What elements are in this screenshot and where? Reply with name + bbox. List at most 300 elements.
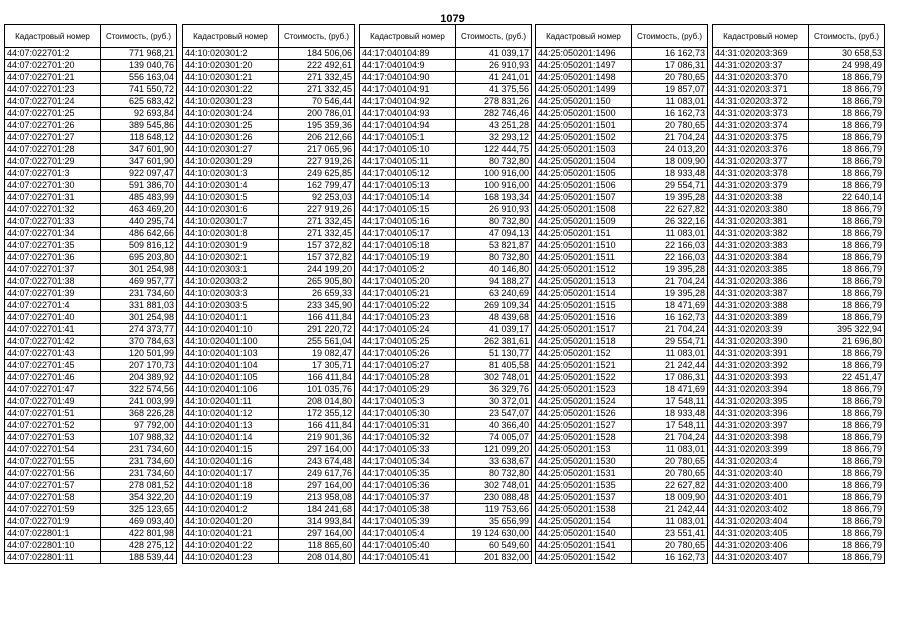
table-row [183,432,355,444]
cost-cell: 168 193,34 [456,192,532,204]
table-row [713,408,885,420]
header-row [183,25,355,48]
cost-cell: 262 381,61 [456,336,532,348]
cadastral-number-cell: 44:10:020401:1 [183,312,279,324]
cost-cell: 195 359,36 [279,120,355,132]
cost-cell: 469 957,77 [101,276,177,288]
table-row [536,228,708,240]
cadastral-number-cell: 44:25:050201:1523 [536,384,632,396]
table-row [713,192,885,204]
cadastral-number-cell: 44:10:020401:23 [183,552,279,564]
cost-cell: 422 801,98 [101,528,177,540]
cost-cell: 22 166,03 [632,252,708,264]
table-row [183,480,355,492]
cadastral-number-cell: 44:25:050201:153 [536,444,632,456]
table-row [536,216,708,228]
cadastral-number-cell: 44:31:020203:369 [713,48,809,60]
cost-cell: 26 659,33 [279,288,355,300]
cost-cell: 11 083,01 [632,516,708,528]
cadastral-number-cell: 44:07:022701:21 [5,72,101,84]
cadastral-number-cell: 44:25:050201:1517 [536,324,632,336]
table-row [183,156,355,168]
cost-cell: 16 162,73 [632,552,708,564]
cost-cell: 47 094,13 [456,228,532,240]
cadastral-number-cell: 44:10:020301:9 [183,240,279,252]
cadastral-number-cell: 44:10:020301:5 [183,192,279,204]
header-value: Стоимость, (руб.) [456,25,532,48]
cadastral-number-cell: 44:10:020401:11 [183,396,279,408]
table-row [5,384,177,396]
cadastral-number-cell: 44:31:020203:4 [713,456,809,468]
table-row [183,336,355,348]
cost-cell: 157 372,82 [279,240,355,252]
cadastral-number-cell: 44:17:040105:10 [360,144,456,156]
cost-cell: 19 124 630,00 [456,528,532,540]
table-row [536,324,708,336]
table-row [536,420,708,432]
cost-cell: 29 554,71 [632,180,708,192]
cadastral-number-cell: 44:07:022701:59 [5,504,101,516]
cost-cell: 188 539,44 [101,552,177,564]
cadastral-number-cell: 44:07:022701:29 [5,156,101,168]
cost-cell: 18 866,79 [809,312,885,324]
table-row [713,348,885,360]
cost-cell: 30 658,53 [809,48,885,60]
cadastral-number-cell: 44:07:022701:3 [5,168,101,180]
cadastral-number-cell: 44:07:022701:51 [5,408,101,420]
cost-cell: 18 866,79 [809,468,885,480]
cadastral-number-cell: 44:17:040105:17 [360,228,456,240]
cost-cell: 21 242,44 [632,504,708,516]
table-row [536,84,708,96]
table-row [360,204,532,216]
cadastral-number-cell: 44:07:022701:9 [5,516,101,528]
cost-cell: 18 866,79 [809,228,885,240]
cost-cell: 18 009,90 [632,492,708,504]
cadastral-number-cell: 44:31:020203:370 [713,72,809,84]
cost-cell: 244 199,20 [279,264,355,276]
table-row [5,540,177,552]
cost-cell: 18 866,79 [809,540,885,552]
cost-cell: 101 035,76 [279,384,355,396]
cost-cell: 81 405,58 [456,360,532,372]
cadastral-number-cell: 44:17:040105:31 [360,420,456,432]
cadastral-number-cell: 44:17:040105:26 [360,348,456,360]
cost-cell: 18 866,79 [809,96,885,108]
cost-cell: 18 866,79 [809,552,885,564]
cost-cell: 354 322,20 [101,492,177,504]
cadastral-number-cell: 44:17:040105:36 [360,480,456,492]
cadastral-number-cell: 44:31:020203:377 [713,156,809,168]
table-row [183,96,355,108]
cadastral-number-cell: 44:07:022701:42 [5,336,101,348]
table-row [360,72,532,84]
table-row [183,252,355,264]
cadastral-number-cell: 44:07:022701:31 [5,192,101,204]
table-row [536,372,708,384]
table-row [183,72,355,84]
cadastral-number-cell: 44:31:020203:386 [713,276,809,288]
cost-cell: 18 866,79 [809,504,885,516]
cost-cell: 184 506,06 [279,48,355,60]
cost-cell: 21 242,44 [632,360,708,372]
table-row [713,240,885,252]
table-row [183,396,355,408]
cadastral-number-cell: 44:07:022701:38 [5,276,101,288]
cost-cell: 17 548,11 [632,396,708,408]
cadastral-number-cell: 44:10:020401:12 [183,408,279,420]
cost-cell: 18 866,79 [809,348,885,360]
cost-cell: 301 254,98 [101,312,177,324]
header-row [360,25,532,48]
cost-cell: 40 146,80 [456,264,532,276]
cost-cell: 204 389,92 [101,372,177,384]
cadastral-number-cell: 44:31:020203:37 [713,60,809,72]
table-row [360,468,532,480]
table-row [713,168,885,180]
cost-cell: 18 866,79 [809,432,885,444]
table-row [536,312,708,324]
cost-cell: 21 704,24 [632,276,708,288]
table-row [5,48,177,60]
table-row [5,252,177,264]
cost-cell: 41 375,56 [456,84,532,96]
cost-cell: 33 638,67 [456,456,532,468]
table-row [5,468,177,480]
table-row [360,540,532,552]
cost-cell: 17 548,11 [632,420,708,432]
cost-cell: 21 704,24 [632,324,708,336]
cost-cell: 20 780,65 [632,72,708,84]
cadastral-number-cell: 44:10:020401:19 [183,492,279,504]
table-row [5,516,177,528]
cadastral-number-cell: 44:25:050201:1522 [536,372,632,384]
table-row [713,384,885,396]
cost-cell: 463 469,20 [101,204,177,216]
cadastral-number-cell: 44:31:020203:384 [713,252,809,264]
cost-cell: 43 251,28 [456,120,532,132]
table-row [536,240,708,252]
cadastral-number-cell: 44:31:020203:381 [713,216,809,228]
cadastral-number-cell: 44:07:022701:30 [5,180,101,192]
header-row [713,25,885,48]
table-row [360,492,532,504]
table-row [713,504,885,516]
table-row [713,120,885,132]
cost-cell: 19 082,47 [279,348,355,360]
cost-cell: 22 627,82 [632,480,708,492]
table-row [536,288,708,300]
table-row [183,108,355,120]
cadastral-number-cell: 44:25:050201:1531 [536,468,632,480]
cadastral-number-cell: 44:17:040105:27 [360,360,456,372]
table-row [360,324,532,336]
table-row [360,336,532,348]
table-row [5,156,177,168]
cadastral-number-cell: 44:25:050201:1528 [536,432,632,444]
cost-cell: 166 411,84 [279,372,355,384]
table-row [5,492,177,504]
cadastral-number-cell: 44:31:020203:394 [713,384,809,396]
cadastral-number-cell: 44:31:020203:387 [713,288,809,300]
table-row [5,456,177,468]
cost-cell: 18 866,79 [809,480,885,492]
cost-cell: 118 648,12 [101,132,177,144]
cadastral-number-cell: 44:07:022701:28 [5,144,101,156]
cadastral-number-cell: 44:25:050201:1524 [536,396,632,408]
cost-cell: 18 866,79 [809,516,885,528]
cost-cell: 32 293,12 [456,132,532,144]
cost-cell: 18 866,79 [809,444,885,456]
cadastral-number-cell: 44:10:020301:4 [183,180,279,192]
cost-cell: 485 483,99 [101,192,177,204]
cadastral-number-cell: 44:31:020203:372 [713,96,809,108]
table-row [360,216,532,228]
cost-cell: 26 322,16 [632,216,708,228]
cost-cell: 282 746,46 [456,108,532,120]
cost-cell: 19 395,28 [632,288,708,300]
cost-cell: 16 162,73 [632,48,708,60]
cost-cell: 331 881,03 [101,300,177,312]
table-row [713,72,885,84]
cadastral-number-cell: 44:07:022701:45 [5,360,101,372]
cadastral-number-cell: 44:31:020203:375 [713,132,809,144]
table-row [536,132,708,144]
cadastral-number-cell: 44:31:020203:397 [713,420,809,432]
cadastral-number-cell: 44:07:022801:11 [5,552,101,564]
cost-cell: 18 866,79 [809,288,885,300]
cost-cell: 325 123,65 [101,504,177,516]
cadastral-number-cell: 44:07:022701:26 [5,120,101,132]
cadastral-number-cell: 44:17:040105:41 [360,552,456,564]
cost-cell: 347 601,90 [101,144,177,156]
cost-cell: 241 003,99 [101,396,177,408]
table-row [183,492,355,504]
table-row [360,408,532,420]
cadastral-number-cell: 44:31:020203:38 [713,192,809,204]
cost-cell: 591 386,70 [101,180,177,192]
table-row [183,132,355,144]
table-row [183,348,355,360]
cost-cell: 271 332,45 [279,216,355,228]
table-row [183,420,355,432]
table-row [536,168,708,180]
cost-cell: 271 332,45 [279,228,355,240]
cost-cell: 741 550,72 [101,84,177,96]
table-row [360,288,532,300]
table-row [183,552,355,564]
cost-cell: 297 164,00 [279,528,355,540]
cost-cell: 18 866,79 [809,456,885,468]
cost-cell: 274 373,77 [101,324,177,336]
cost-cell: 18 471,69 [632,300,708,312]
cadastral-number-cell: 44:17:040105:22 [360,300,456,312]
cadastral-number-cell: 44:10:020401:14 [183,432,279,444]
cost-cell: 53 821,87 [456,240,532,252]
table-row [360,384,532,396]
cost-cell: 100 916,00 [456,168,532,180]
cost-cell: 17 086,31 [632,372,708,384]
cadastral-number-cell: 44:31:020203:376 [713,144,809,156]
cadastral-number-cell: 44:25:050201:1506 [536,180,632,192]
cost-cell: 17 086,31 [632,60,708,72]
cost-cell: 18 866,79 [809,528,885,540]
cadastral-number-cell: 44:31:020203:395 [713,396,809,408]
table-row [536,336,708,348]
cadastral-number-cell: 44:17:040105:35 [360,468,456,480]
table-row [183,456,355,468]
table-row [536,444,708,456]
cost-cell: 19 395,28 [632,192,708,204]
table-row [713,204,885,216]
cost-cell: 70 546,44 [279,96,355,108]
cost-cell: 29 554,71 [632,336,708,348]
cadastral-number-cell: 44:10:020401:104 [183,360,279,372]
cadastral-number-cell: 44:10:020301:20 [183,60,279,72]
cadastral-number-cell: 44:31:020203:400 [713,480,809,492]
table-row [536,264,708,276]
cost-cell: 269 109,34 [456,300,532,312]
cadastral-number-cell: 44:07:022701:35 [5,240,101,252]
cadastral-number-cell: 44:31:020203:390 [713,336,809,348]
cadastral-number-cell: 44:25:050201:151 [536,228,632,240]
table-row [360,276,532,288]
cost-cell: 297 164,00 [279,480,355,492]
cost-cell: 347 601,90 [101,156,177,168]
table-row [713,372,885,384]
cadastral-number-cell: 44:31:020203:385 [713,264,809,276]
cadastral-number-cell: 44:25:050201:1538 [536,504,632,516]
cost-cell: 18 866,79 [809,384,885,396]
table-row [183,468,355,480]
cadastral-number-cell: 44:31:020203:391 [713,348,809,360]
cadastral-number-cell: 44:10:020401:20 [183,516,279,528]
cost-cell: 24 998,49 [809,60,885,72]
cost-cell: 74 005,07 [456,432,532,444]
table-row [360,528,532,540]
cadastral-number-cell: 44:25:050201:1516 [536,312,632,324]
cadastral-number-cell: 44:25:050201:1515 [536,300,632,312]
header-code: Кадастровый номер [183,25,279,48]
table-row [5,60,177,72]
cadastral-number-cell: 44:07:022701:2 [5,48,101,60]
cadastral-number-cell: 44:25:050201:1537 [536,492,632,504]
cost-cell: 166 411,84 [279,312,355,324]
header-value: Стоимость, (руб.) [632,25,708,48]
cost-cell: 107 988,32 [101,432,177,444]
cadastral-number-cell: 44:25:050201:1527 [536,420,632,432]
table-row [713,96,885,108]
cadastral-number-cell: 44:07:022701:56 [5,468,101,480]
cadastral-number-cell: 44:31:020203:40 [713,468,809,480]
cost-cell: 233 345,90 [279,300,355,312]
table-row [183,360,355,372]
cost-cell: 18 866,79 [809,264,885,276]
table-row [360,240,532,252]
cadastral-number-cell: 44:07:022701:49 [5,396,101,408]
table-row [536,468,708,480]
cadastral-number-cell: 44:10:020301:22 [183,84,279,96]
cost-cell: 92 253,03 [279,192,355,204]
table-row [183,288,355,300]
table-row [5,288,177,300]
table-row [536,60,708,72]
table-row [183,372,355,384]
table-row [713,528,885,540]
table-row [183,528,355,540]
table-row [183,120,355,132]
cost-cell: 208 014,80 [279,552,355,564]
table-row [5,300,177,312]
cost-cell: 22 640,14 [809,192,885,204]
cost-cell: 18 866,79 [809,84,885,96]
table-row [183,228,355,240]
table-row [183,60,355,72]
table-row [360,456,532,468]
cost-cell: 314 993,84 [279,516,355,528]
cost-cell: 20 780,65 [632,468,708,480]
cost-cell: 18 866,79 [809,204,885,216]
cost-cell: 278 081,52 [101,480,177,492]
table-row [536,540,708,552]
table-row [360,84,532,96]
cadastral-number-cell: 44:07:022701:23 [5,84,101,96]
table-row [360,504,532,516]
header-row [536,25,708,48]
cost-cell: 20 780,65 [632,120,708,132]
table-row [713,216,885,228]
cadastral-number-cell: 44:10:020301:8 [183,228,279,240]
cost-cell: 19 857,07 [632,84,708,96]
table-row [183,48,355,60]
cost-cell: 509 816,12 [101,240,177,252]
table-row [536,480,708,492]
table-row [713,432,885,444]
table-row [183,240,355,252]
table-row [5,420,177,432]
cadastral-number-cell: 44:10:020301:25 [183,120,279,132]
cadastral-number-cell: 44:10:020401:10 [183,324,279,336]
table-row [360,516,532,528]
table-row [536,528,708,540]
cost-cell: 695 203,80 [101,252,177,264]
header-row [5,25,177,48]
cost-cell: 469 093,40 [101,516,177,528]
cadastral-number-cell: 44:17:040105:33 [360,444,456,456]
cadastral-number-cell: 44:17:040104:89 [360,48,456,60]
cadastral-number-cell: 44:25:050201:1509 [536,216,632,228]
table-row [713,480,885,492]
cadastral-number-cell: 44:07:022701:52 [5,420,101,432]
table-row [183,144,355,156]
cadastral-number-cell: 44:17:040105:11 [360,156,456,168]
table-row [5,168,177,180]
cadastral-number-cell: 44:25:050201:1518 [536,336,632,348]
table-row [360,300,532,312]
cost-cell: 213 958,08 [279,492,355,504]
table-row [713,144,885,156]
cadastral-number-cell: 44:31:020203:39 [713,324,809,336]
table-row [713,516,885,528]
table-row [360,60,532,72]
table-row [360,432,532,444]
cadastral-number-cell: 44:07:022701:53 [5,432,101,444]
table-row [183,168,355,180]
table-row [360,264,532,276]
table-row [5,336,177,348]
cost-cell: 389 545,86 [101,120,177,132]
table-row [5,264,177,276]
